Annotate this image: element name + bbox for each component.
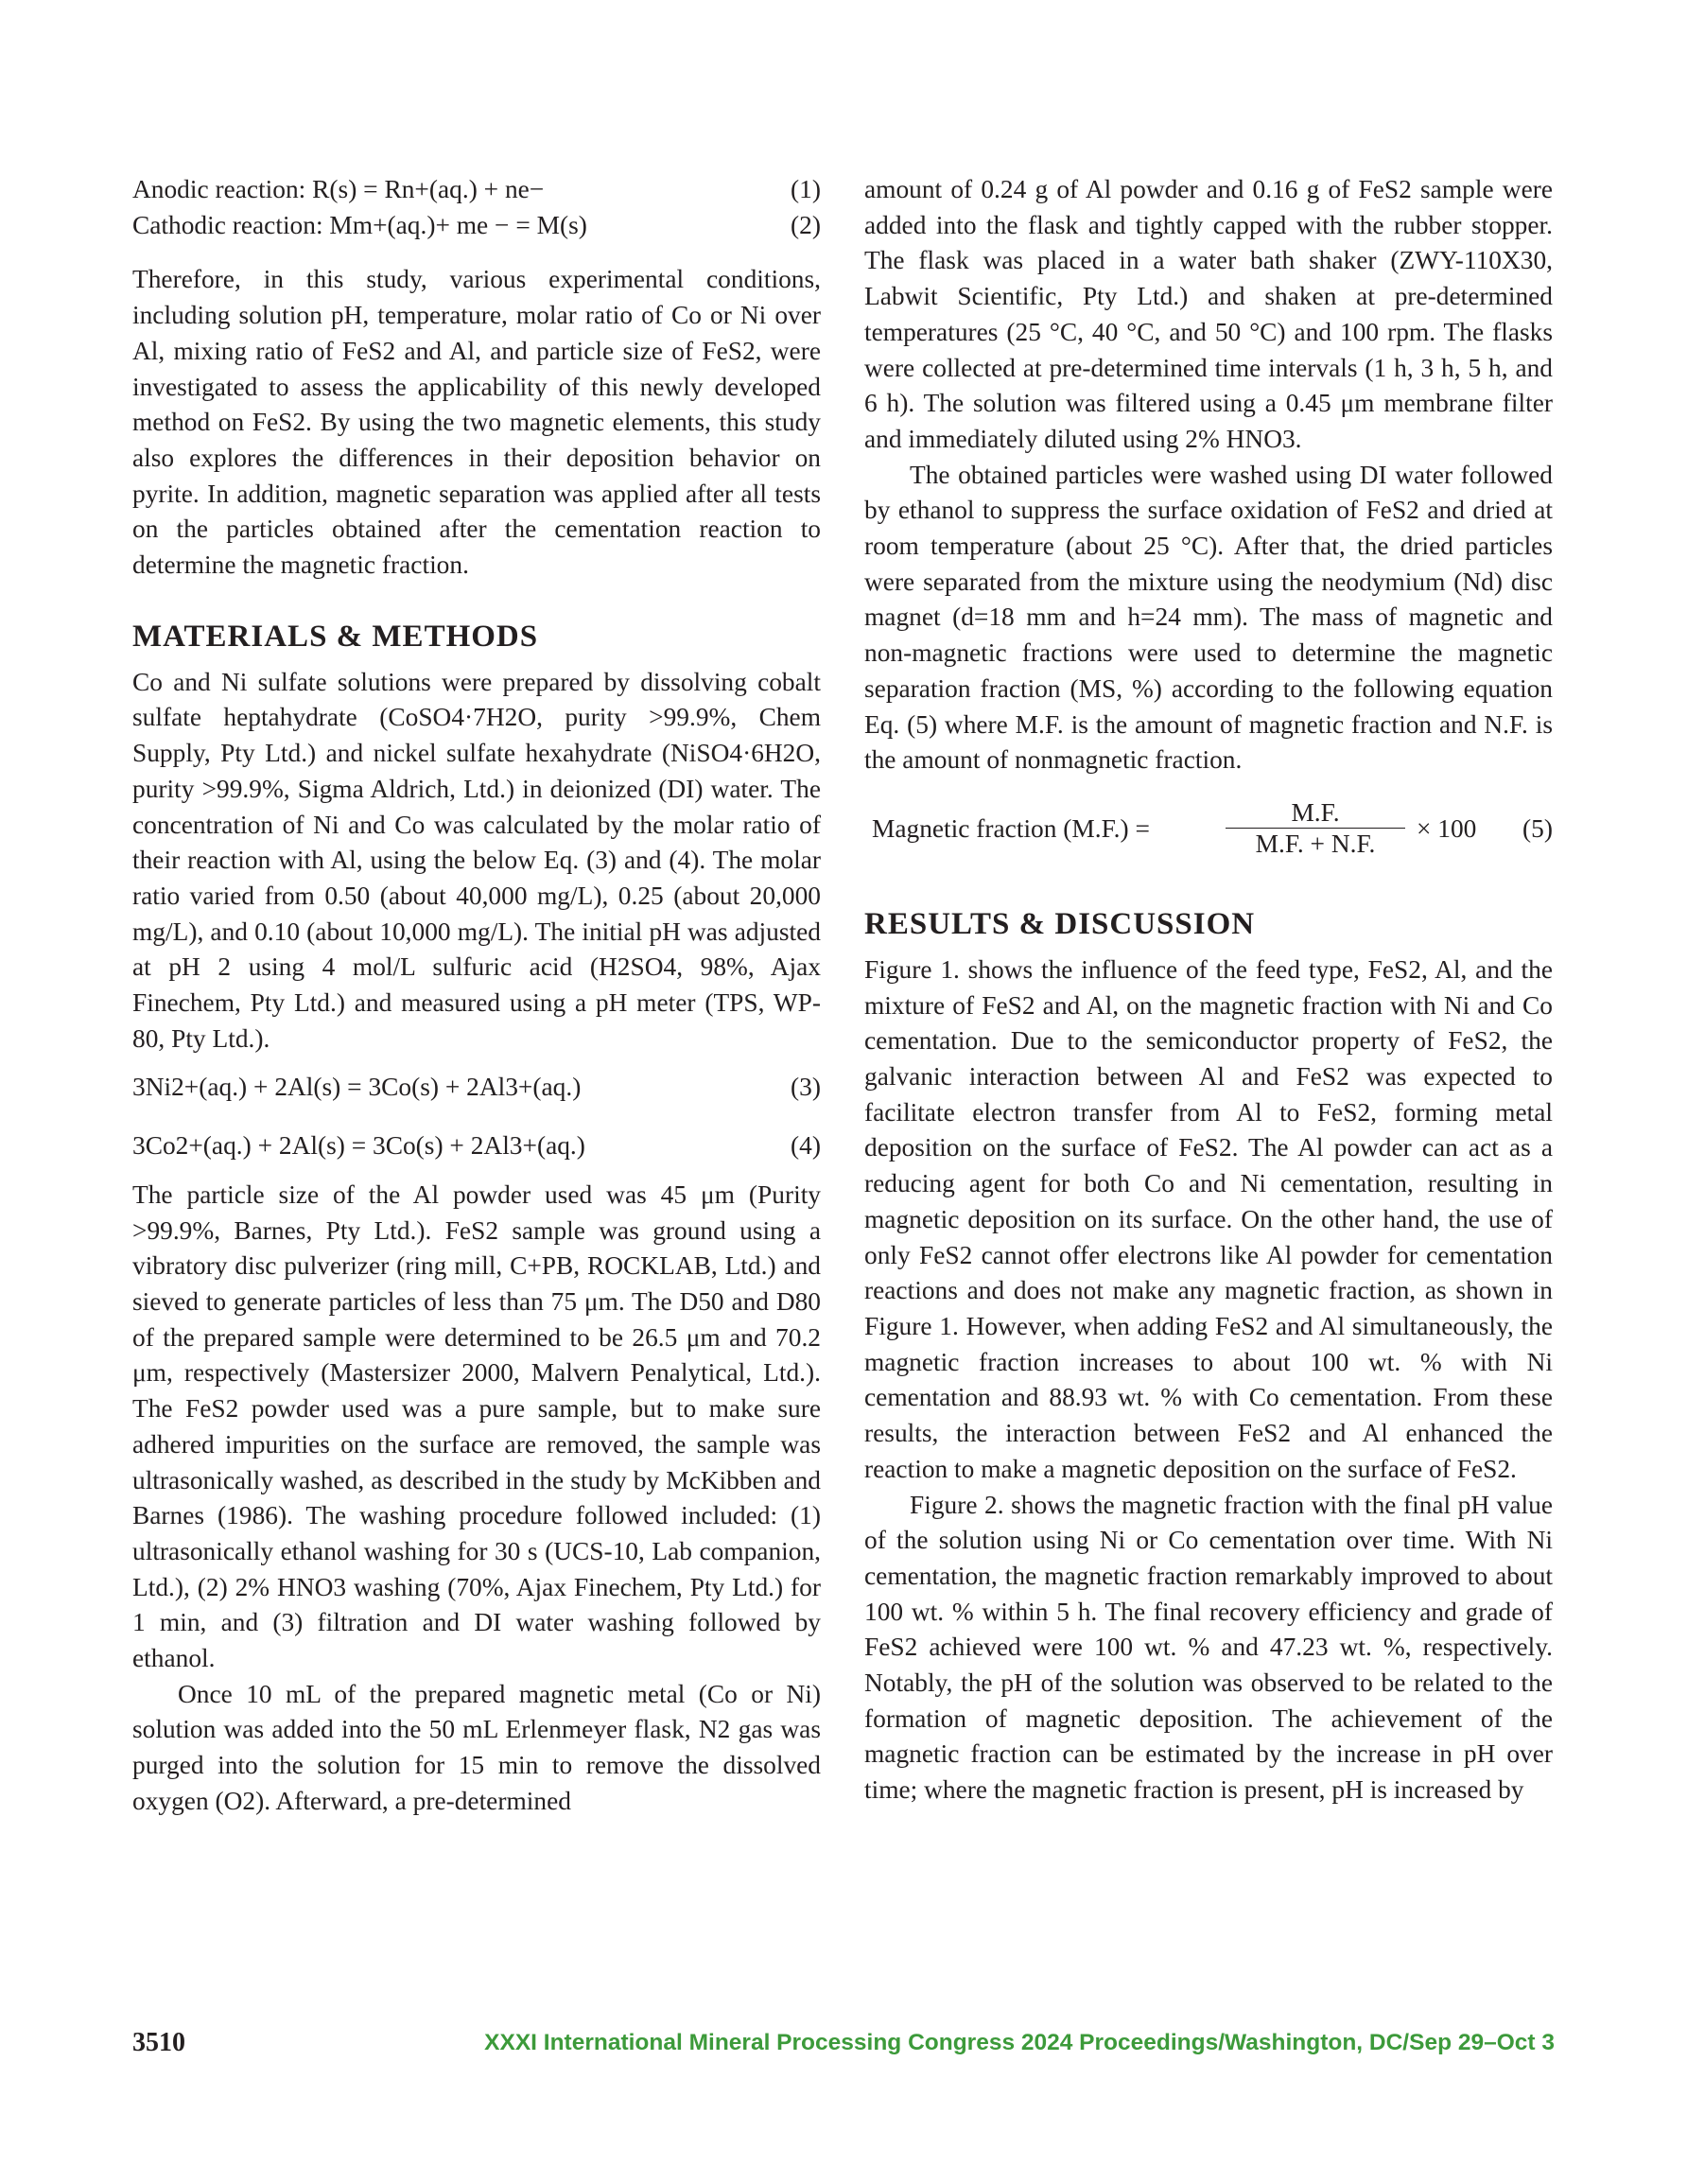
equation-5-label: Magnetic fraction (M.F.) =	[872, 813, 1150, 843]
equation-5-number: (5)	[1522, 813, 1553, 843]
equation-1-expression: R(s) = Rn+(aq.) + ne−	[312, 175, 545, 203]
paragraph-particle-size: The particle size of the Al powder used was 45 μm (Purity >99.9%, Barnes, Pty Ltd.). FeS2 sample was ground using a vibratory disc pulverizer (ring mill, C+PB, ROCKLAB, Ltd.) and sieved to generate particles of less than 75 μm. The D50 and D80 of the prepared sample were determined to be 26.5 μm and 70.2 μm, respectively (Mastersizer 2000, Malvern Penalytical, Ltd.). The FeS2 powder used was a pure sample, but to make sure adhered impurities on the surface are removed, the sample was ultrasonically washed, as described in the study by McKibben and Barnes (1986). The washing procedure followed included: (1) ultrasonically ethanol washing for 30 s (UCS-10, Lab companion, Ltd.), (2) 2% HNO3 washing (70%, Ajax Finechem, Pty Ltd.) for 1 min, and (3) filtration and DI water washing followed by ethanol.	[132, 1179, 821, 1673]
conference-title: XXXI International Mineral Processing Congress 2024 Proceedings/Washington, DC/Sep 29–Oct 3	[484, 2030, 1555, 2055]
left-column	[132, 172, 821, 1820]
equation-1	[132, 172, 821, 208]
equation-2	[132, 208, 821, 244]
equation-4-expression: 3Co2+(aq.) + 2Al(s) = 3Co(s) + 2Al3+(aq.)	[132, 1131, 585, 1161]
equation-2-number: (2)	[791, 210, 821, 239]
equation-3-expression: 3Ni2+(aq.) + 2Al(s) = 3Co(s) + 2Al3+(aq.)	[132, 1073, 582, 1102]
paragraph-shaker: amount of 0.24 g of Al powder and 0.16 g of FeS2 sample were added into the flask and tightly capped with the rubber stopper. The flask was placed in a water bath shaker (ZWY-110X30, Labwit Scientific, Pty Ltd.) and shaken at pre-determined temperatures (25 °C, 40 °C, and 50 °C) and 100 rpm. The flasks were collected at pre-determined time intervals (1 h, 3 h, 5 h, and 6 h). The solution was filtered using a 0.45 μm membrane filter and immediately diluted using 2% HNO3.	[864, 175, 1553, 453]
equation-4-number: (4)	[791, 1131, 821, 1161]
page-footer	[132, 2028, 1555, 2062]
equation-1-number: (1)	[791, 175, 821, 203]
equation-5-numerator: M.F.	[1226, 797, 1405, 829]
equation-2-expression: Mm+(aq.)+ me − = M(s)	[329, 210, 587, 239]
paragraph-procedure: Once 10 mL of the prepared magnetic metal (Co or Ni) solution was added into the 50 mL Erlenmeyer flask, N2 gas was purged into the solution for 15 min to remove the dissolved oxygen (O2). Afterward, a pre-determined	[132, 1679, 821, 1815]
paragraph-intro: Therefore, in this study, various experimental conditions, including solution pH, temperature, molar ratio of Co or Ni over Al, mixing ratio of FeS2 and Al, and particle size of FeS2, were investigated to assess the applicability of this newly developed method on FeS2. By using the two magnetic elements, this study also explores the differences in their deposition behavior on pyrite. In addition, magnetic separation was applied after all tests on the particles obtained after the cementation reaction to determine the magnetic fraction.	[132, 265, 821, 580]
paragraph-figure-1: Figure 1. shows the influence of the feed type, FeS2, Al, and the mixture of FeS2 and Al, on the magnetic fraction with Ni and Co cementation. Due to the semiconductor property of FeS2, the galvanic interaction between Al and FeS2 was expected to facilitate electron transfer from Al to FeS2, forming metal deposition on the surface of FeS2. The Al powder can act as a reducing agent for both Co and Ni cementation, resulting in magnetic deposition on its surface. On the other hand, the use of only FeS2 cannot offer electrons like Al powder for cementation reactions and does not make any magnetic fraction, as shown in Figure 1. However, when adding FeS2 and Al simultaneously, the magnetic fraction increases to about 100 wt. % with Ni cementation and 88.93 wt. % with Co cementation. From these results, the interaction between FeS2 and Al enhanced the reaction to make a magnetic deposition on the surface of FeS2.	[864, 954, 1553, 1483]
paragraph-separation: The obtained particles were washed using DI water followed by ethanol to suppress the surface oxidation of FeS2 and dried at room temperature (about 25 °C). After that, the dried particles were separated from the mixture using the neodymium (Nd) disc magnet (d=18 mm and h=24 mm). The mass of magnetic and non-magnetic fractions were used to determine the magnetic separation fraction (MS, %) according to the following equation Eq. (5) where M.F. is the amount of magnetic fraction and N.F. is the amount of nonmagnetic fraction.	[864, 460, 1553, 775]
equation-5	[864, 797, 1553, 879]
equation-5-factor: × 100	[1417, 813, 1477, 843]
equation-3-number: (3)	[791, 1073, 821, 1102]
equation-4	[132, 1128, 821, 1164]
heading-materials-methods: MATERIALS & METHODS	[132, 619, 539, 654]
paragraph-figure-2: Figure 2. shows the magnetic fraction with the final pH value of the solution using Ni or Co cementation over time. With Ni cementation, the magnetic fraction remarkably improved to about 100 wt. % within 5 h. The final recovery efficiency and grade of FeS2 achieved were 100 wt. % and 47.23 wt. %, respectively. Notably, the pH of the solution was observed to be related to the formation of magnetic deposition. The achievement of the magnetic fraction can be estimated by the increase in pH over time; where the magnetic fraction is present, pH is increased by	[864, 1490, 1553, 1805]
equation-2-label: Cathodic reaction:	[132, 210, 330, 239]
paragraph-solutions: Co and Ni sulfate solutions were prepared by dissolving cobalt sulfate heptahydrate (CoSO4·7H2O, purity >99.9%, Chem Supply, Pty Ltd.) and nickel sulfate hexahydrate (NiSO4·6H2O, purity >99.9%, Sigma Aldrich, Ltd.) in deionized (DI) water. The concentration of Ni and Co was calculated by the molar ratio of their reaction with Al, using the below Eq. (3) and (4). The molar ratio varied from 0.50 (about 40,000 mg/L), 0.25 (about 20,000 mg/L), and 0.10 (about 10,000 mg/L). The initial pH was adjusted at pH 2 using 4 mol/L sulfuric acid (H2SO4, 98%, Ajax Finechem, Pty Ltd.) and measured using a pH meter (TPS, WP-80, Pty Ltd.).	[132, 667, 821, 1053]
equation-5-denominator: M.F. + N.F.	[1255, 829, 1376, 858]
equation-5-fraction	[1226, 797, 1405, 859]
equation-1-label: Anodic reaction:	[132, 175, 313, 203]
right-column	[864, 172, 1553, 1808]
heading-results-discussion: RESULTS & DISCUSSION	[864, 906, 1256, 941]
page-number: 3510	[132, 2028, 185, 2057]
equation-3	[132, 1070, 821, 1106]
